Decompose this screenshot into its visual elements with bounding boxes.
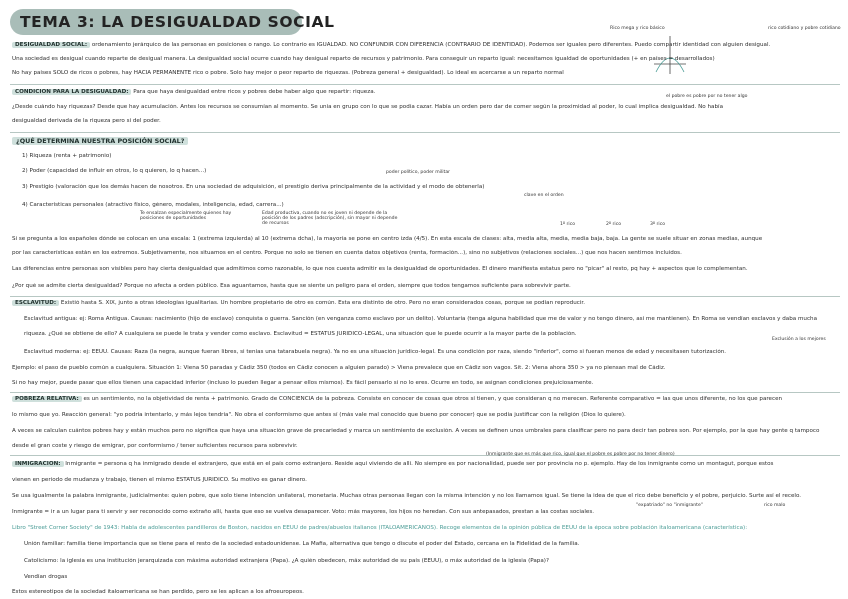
posicion-item-3: 3) Prestigio (valoración que los demás hacen de nosotros. En una sociedad de adquisición, el prestigio deriva principalmente de la actividad y el modo de obtenerla) xyxy=(22,184,485,190)
section-divider xyxy=(10,296,840,297)
posicion-sub-note-2: Edad productiva, cuando no es joven ni depende de la posición de los padres (adscripción), sin mayor ni depende de recursos xyxy=(262,211,398,226)
inmigracion-line-8: Vendían drogas xyxy=(24,574,68,580)
pobreza-line-3: A veces se calculan cuántos pobres hay y están muchos pero no significa que haya una situación grave de precariedad y marca un sentimiento de exclusión. A veces se definen unos umbrales para clasificar pero no para decir tan pobres son. Por ejemplo, por la que hay gente q tampoco xyxy=(12,428,820,434)
esclavitud-line-1: ESCLAVITUD: Existió hasta S. XIX, junto a otras ideologías igualitarias. Un hombre propietario de otro es común. Esta era distinto de otro. Pero no eran considerados cosas, porque se podían reproducir. xyxy=(12,300,842,307)
posicion-heading: ¿QUÉ DETERMINA NUESTRA POSICIÓN SOCIAL? xyxy=(12,137,188,145)
posicion-line-4: ¿Por qué se admite cierta desigualdad? Porque no afecta a orden público. Esa aguantamos, hasta que se siente un peligro para el orden, siempre que todos tengamos suficiente para sobrevivir parte. xyxy=(12,283,571,289)
condicion-line-3: desigualdad derivada de la riqueza pero sí del poder. xyxy=(12,118,161,124)
annotation-immigrant: (Inmigrante que es más que rico, igual que el pobre es pobre por no tener dinero) xyxy=(486,452,675,457)
annotation-rico-malo: rico malo xyxy=(764,503,786,508)
condicion-line-1: CONDICIÓN PARA LA DESIGUALDAD: Para que haya desigualdad entre ricos y pobres debe haber algo que repartir: riqueza. xyxy=(12,89,632,96)
inmigracion-line-2: vienen en periodo de mudanza y trabajo, tienen el mismo ESTATUS JURÍDICO. Su motivo es ganar dinero. xyxy=(12,477,307,483)
inmigracion-heading: INMIGRACIÓN: xyxy=(12,461,64,467)
pobreza-line-1: POBREZA RELATIVA: es un sentimiento, no la objetividad de renta + patrimonio. Grado de CONCIENCIA de la pobreza. Consiste en conocer de cosas que otros sí tienen, y que consideran q no merecen. Referente comparativo = las que unos diferente, no los que parecen xyxy=(12,396,842,403)
condicion-line-2: ¿Desde cuándo hay riquezas? Desde que hay acumulación. Antes los recursos se consumían al momento. Se unía en grupo con lo que se podía cazar. Había un orden pero dar de comer según la proximidad al poder, lo cual implica desigualdad. No había xyxy=(12,104,724,110)
inmigracion-line-6: Unión familiar: familia tiene importancia que se tiene para el resto de la sociedad estadounidense. La Mafia, alternativa que tengo o discute el poder del Estado, cercana en la Fidelidad de la familia. xyxy=(24,541,580,547)
annotation-exclusion: Exclusión a los mejores xyxy=(772,337,826,342)
rank-label-3: 3º rico xyxy=(650,222,666,227)
posicion-line-3: Las diferencias entre personas son visibles pero hay cierta desigualdad que admitimos como razonable, lo que nos cuesta admitir es la desigualdad de oportunidades. El dinero manifiesta estatus pero no "picar" al resto, pq hay + aspectos que lo complementan. xyxy=(12,266,748,272)
inmigracion-line-1: INMIGRACIÓN: Inmigrante = persona q ha inmigrado desde el extranjero, que está en el país como extranjero. Reside aquí viviendo de allí. No siempre es por nacionalidad, puede ser por provincia no p. ejemplo. Hay de los inmigrante como un montagut, porque estos xyxy=(12,461,842,468)
posicion-line-1: Si se pregunta a los españoles dónde se colocan en una escala: 1 (extrema izquierda) al 10 (extrema dcha), la mayoría se pone en centro izda (4/5). En esta escala de clases: alta, media alta, media, media baja, baja. La gente se suele situar en zonas medias, aunque xyxy=(12,236,763,242)
page-title: TEMA 3: LA DESIGUALDAD SOCIAL xyxy=(20,13,335,31)
inmigracion-line-7: Catolicismo: la iglesia es una institución jerarquizada con máxima autoridad extranjera (Papa). ¿A quién obedecen, máx autoridad de su país (EEUU), o máx autoridad de la iglesia (Papa)? xyxy=(24,558,549,564)
inmigracion-line-4: Inmigrante = ir a un lugar para ti servir y ser reconocido como extraño allí, hasta que eso se vuelva desaparecer. Voto: más mayores, los hijos no heredan. Con sus antepasados, prestan a las costas sociales. xyxy=(12,509,595,515)
posicion-item-4: 4) Características personales (atractivo físico, género, modales, inteligencia, edad, carrera...) xyxy=(22,202,284,208)
section-divider xyxy=(10,392,840,393)
esclavitud-line-2: Esclavitud antigua: ej: Roma Antigua. Causas: nacimiento (hijo de esclavo) conquista o guerra. Sanción (en venganza como esclavo por un delito). Voluntaria (tenga alguna habilidad que me de valor y no tengo dinero, así me mantienen). En Roma se vendían esclavos y daba mucha xyxy=(24,316,818,322)
annotation-expatriado: "expatriado" no "inmigrante" xyxy=(636,503,703,508)
condicion-heading: CONDICIÓN PARA LA DESIGUALDAD: xyxy=(12,89,131,95)
annotation-poder: poder político, poder militar xyxy=(386,170,451,175)
posicion-sub-note-1: Te ensalzan especialmente quienes hay posiciones de oportunidades xyxy=(140,211,232,221)
desigualdad-line-2: Una sociedad es desigual cuando reparte de desigual manera. La desigualdad social ocurre cuando hay desigual reparto de recursos y patrimonio. Para conseguir un reparto igual: necesitamos igualdad de oportunidades (+ en países = desarrollados) xyxy=(12,56,715,62)
pobreza-line-2: lo mismo que yo. Reacción general: "yo podría intentarlo, y más lejos tendría". No obra el conformismo que antes sí (más vale mal conocido que bueno por conocer) que se podía justificar con la religión (Dios lo quiere). xyxy=(12,412,626,418)
desigualdad-heading: DESIGUALDAD SOCIAL: xyxy=(12,42,90,48)
esclavitud-heading: ESCLAVITUD: xyxy=(12,300,59,306)
annotation-rich-poor: rico cotidiano y pobre cotidiano xyxy=(768,26,841,31)
esclavitud-line-6: Si no hay mejor, puede pasar que ellos tienen una capacidad inferior (incluso lo pueden llegar a pensar ellos mismos). Es fácil pensarlo si no lo eres. Ocurre en todo, se asignan condiciones prejuiciosamente. xyxy=(12,380,594,386)
annotation-cond: el pobre es pobre por no tener algo xyxy=(666,94,748,99)
pobreza-heading: POBREZA RELATIVA: xyxy=(12,396,82,402)
esclavitud-line-5: Ejemplo: el paso de pueblo común a cualquiera. Situación 1: Viena 50 paradas y Cádiz 350 (todos en Cádiz conocen a alguien parado) > Viena prevalece que en Cádiz son vagos. Sit. 2: Viena ahora 350 > ya no piensan mal de Cádiz. xyxy=(12,365,666,371)
section-divider xyxy=(10,132,840,133)
posicion-item-2: 2) Poder (capacidad de influir en otros, lo q quieren, lo q hacen...) xyxy=(22,168,207,174)
desigualdad-line-1: DESIGUALDAD SOCIAL: ordenamiento jerárquico de las personas en posiciones o rango. Lo contrario es IGUALDAD. NO CONFUNDIR CON DIFERENCIA (CONTRARIO DE IDENTIDAD). Podemos ser iguales pero diferentes. Puedo compartir identidad con alguien desigual. xyxy=(12,42,842,49)
inmigracion-line-3: Se usa igualmente la palabra inmigrante, judicialmente: quien pobre, que solo tiene intención unilateral, monetaria. Muchas otras personas llegan con la misma intención y no los llamamos igual. Se tiene la idea de que el rico debe beneficio y el pobre, perjuicio. Surte así el recelo. xyxy=(12,493,802,499)
posicion-item-1: 1) Riqueza (renta + patrimonio) xyxy=(22,153,112,159)
rank-label-2: 2º rico xyxy=(606,222,622,227)
inmigracion-line-9: Estos estereotipos de la sociedad italoamericana se han perdido, pero se les aplican a los afroeuropeos. xyxy=(12,589,304,595)
annotation-clave: clave en el orden xyxy=(524,193,564,198)
esclavitud-line-4: Esclavitud moderna: ej: EEUU. Causas: Raza (la negra, aunque fueran libres, si tenías una tatarabuela negra). Ya no es una situación jurídico-legal. Es una condición por raza, siendo "inferior", como si fueran menos de edad y necesitasen tutorización. xyxy=(24,349,727,355)
esclavitud-line-3: riqueza. ¿Qué se obtiene de ello? A cualquiera se puede le trata y vender como esclavo. Esclavitud = ESTATUS JURÍDICO-LEGAL, una situación que le puede ocurrir a la mayor parte de la población. xyxy=(24,331,577,337)
posicion-line-2: por las características están en los extremos. Subjetivamente, nos situamos en el centro. Porque no solo se tienen en cuenta datos objetivos (renta, formación...), sino no subjetivos (relaciones sociales...) que nos hacen sentirnos incluidos. xyxy=(12,250,682,256)
annotation-rich-types: Rico mega y rico básico xyxy=(610,26,665,31)
section-divider xyxy=(10,455,840,456)
desigualdad-line-3: No hay países SOLO de ricos o pobres, hay HACIA PERMANENTE rico o pobre. Solo hay mejor o peor reparto de riquezas. (Pobreza general + desigualdad). Lo ideal es acercarse a un reparto normal xyxy=(12,70,564,76)
section-divider xyxy=(10,84,840,85)
rank-label-1: 1º rico xyxy=(560,222,576,227)
inmigracion-line-5: Libro "Street Corner Society" de 1943: Habla de adolescentes pandilleros de Boston, nacidos en EEUU de padres/abuelos italianos (ITALOAMERICANOS). Recoge elementos de la opinión pública de EEUU de la época sobre población italoamericana (característica): xyxy=(12,525,748,531)
pobreza-line-4: desde el gran coste y riesgo de emigrar, por conformismo / tener suficientes recursos para sobrevivir. xyxy=(12,443,298,449)
